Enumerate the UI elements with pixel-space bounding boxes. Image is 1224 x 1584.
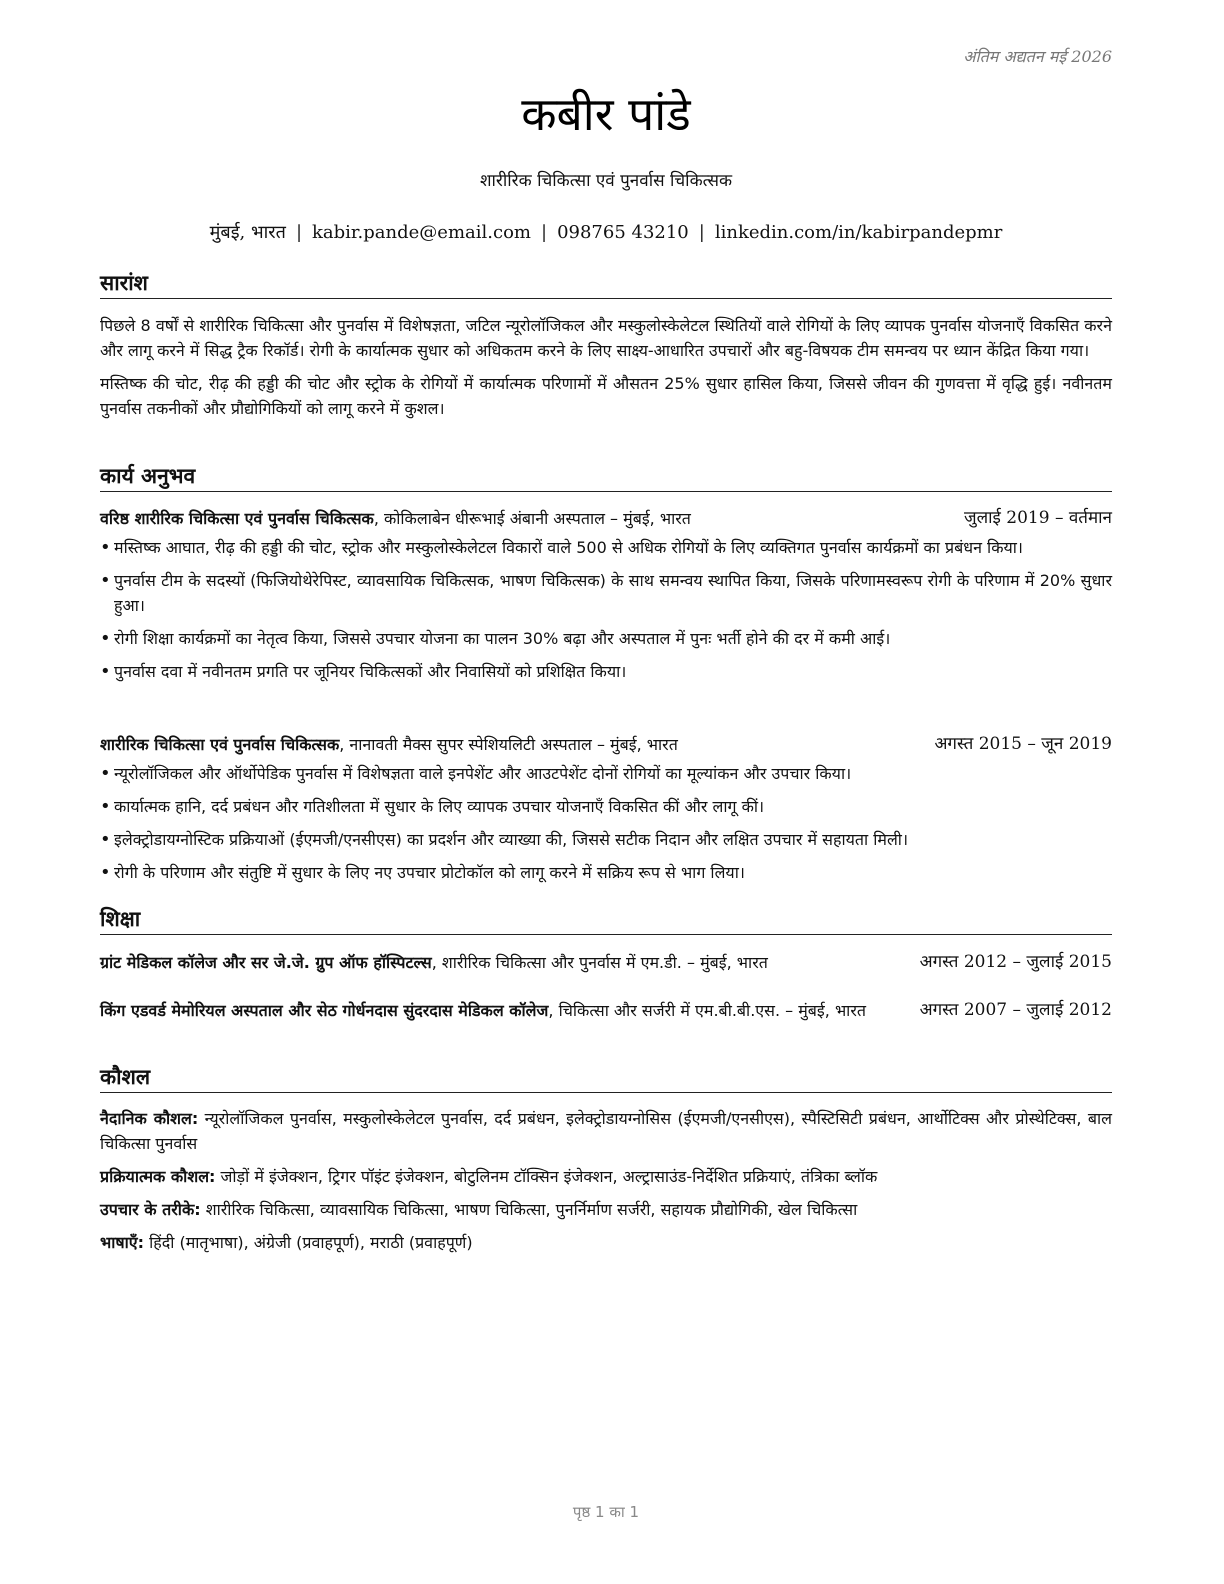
- summary-paragraph: मस्तिष्क की चोट, रीढ़ की हड्डी की चोट और स्ट्रोक के रोगियों में कार्यात्मक परिणामों में औसतन 25% सुधार हासिल किया, जिससे जीवन की गुणवत्ता में वृद्धि हुई। नवीनतम पुनर्वास तकनीकों और प्रौद्योगिकियों को लागू करने में कुशल।: [100, 374, 1112, 418]
- contact-separator: |: [295, 222, 303, 243]
- job-dates: जुलाई 2019 – वर्तमान: [963, 508, 1112, 528]
- summary-section: [100, 313, 1112, 429]
- contact-phone[interactable]: 098765 43210: [557, 222, 689, 243]
- education-school: ग्रांट मेडिकल कॉलेज और सर जे.जे. ग्रुप ऑफ हॉस्पिटल्स: [100, 953, 432, 972]
- job-header: [100, 506, 1112, 531]
- contact-separator: |: [540, 222, 548, 243]
- education-row: [100, 998, 1112, 1023]
- skill-line: [100, 1230, 1112, 1255]
- education-detail: , चिकित्सा और सर्जरी में एम.बी.बी.एस. – मुंबई, भारत: [548, 1001, 866, 1020]
- list-item: • रोगी के परिणाम और संतुष्टि में सुधार के लिए नए उपचार प्रोटोकॉल को लागू करने में सक्रिय रूप से भाग लिया।: [100, 860, 1112, 885]
- list-item: • पुनर्वास टीम के सदस्यों (फिजियोथेरेपिस्ट, व्यावसायिक चिकित्सक, भाषण चिकित्सक) के साथ समन्वय स्थापित किया, जिसके परिणामस्वरूप रोगी के परिणाम में 20% सुधार हुआ।: [100, 568, 1112, 618]
- education-entry: [100, 950, 1112, 975]
- section-title-summary: सारांश: [100, 270, 1112, 299]
- job-org: , कोकिलाबेन धीरूभाई अंबानी अस्पताल – मुंबई, भारत: [373, 509, 691, 528]
- skill-label: प्रक्रियात्मक कौशल:: [100, 1167, 216, 1186]
- skill-label: भाषाएँ:: [100, 1233, 145, 1252]
- skills-section: [100, 1106, 1112, 1263]
- section-title-education: शिक्षा: [100, 906, 1112, 935]
- job-role: वरिष्ठ शारीरिक चिकित्सा एवं पुनर्वास चिकित्सक: [100, 509, 374, 528]
- list-item: • मस्तिष्क आघात, रीढ़ की हड्डी की चोट, स्ट्रोक और मस्कुलोस्केलेटल विकारों वाले 500 से अधिक रोगियों के लिए व्यक्तिगत पुनर्वास कार्यक्रमों का प्रबंधन किया।: [100, 535, 1112, 560]
- contact-separator: |: [698, 222, 705, 243]
- candidate-name: कबीर पांडे: [521, 87, 691, 141]
- job-bullets: [100, 535, 1112, 684]
- job-bullets: [100, 761, 1112, 885]
- education-school: किंग एडवर्ड मेमोरियल अस्पताल और सेठ गोर्धनदास सुंदरदास मेडिकल कॉलेज: [100, 1001, 549, 1020]
- contact-line: [100, 220, 1112, 244]
- section-title-experience: कार्य अनुभव: [100, 463, 1112, 492]
- section-title-skills: कौशल: [100, 1064, 1112, 1093]
- list-item: • पुनर्वास दवा में नवीनतम प्रगति पर जूनियर चिकित्सकों और निवासियों को प्रशिक्षित किया।: [100, 659, 1112, 684]
- education-dates: अगस्त 2012 – जुलाई 2015: [919, 952, 1112, 972]
- summary-paragraph: पिछले 8 वर्षों से शारीरिक चिकित्सा और पुनर्वास में विशेषज्ञता, जटिल न्यूरोलॉजिकल और मस्कुलोस्केलेटल स्थितियों वाले रोगियों के लिए व्यापक पुनर्वास योजनाएँ विकसित करने और लागू करने में सिद्ध ट्रैक रिकॉर्ड। रोगी के कार्यात्मक सुधार को अधिकतम करने के लिए साक्ष्य-आधारित उपचारों और बहु-विषयक टीम समन्वय पर ध्यान केंद्रित किया गया।: [100, 316, 1112, 360]
- job-entry: [100, 506, 1112, 692]
- education-row: [100, 950, 1112, 975]
- skill-line: [100, 1164, 1112, 1189]
- skill-label: नैदानिक कौशल:: [100, 1109, 199, 1128]
- education-entry: [100, 998, 1112, 1023]
- skill-line: [100, 1197, 1112, 1222]
- education-dates: अगस्त 2007 – जुलाई 2012: [919, 1000, 1112, 1020]
- list-item: • न्यूरोलॉजिकल और ऑर्थोपेडिक पुनर्वास में विशेषज्ञता वाले इनपेशेंट और आउटपेशेंट दोनों रोगियों का मूल्यांकन और उपचार किया।: [100, 761, 1112, 786]
- job-dates: अगस्त 2015 – जून 2019: [934, 734, 1112, 754]
- list-item: • रोगी शिक्षा कार्यक्रमों का नेतृत्व किया, जिससे उपचार योजना का पालन 30% बढ़ा और अस्पताल में पुनः भर्ती होने की दर में कमी आई।: [100, 626, 1112, 651]
- contact-email[interactable]: kabir.pande@email.com: [312, 222, 531, 243]
- education-detail: , शारीरिक चिकित्सा और पुनर्वास में एम.डी. – मुंबई, भारत: [431, 953, 768, 972]
- job-org: , नानावती मैक्स सुपर स्पेशियलिटी अस्पताल – मुंबई, भारत: [339, 735, 678, 754]
- skill-line: [100, 1106, 1112, 1156]
- candidate-tagline: शारीरिक चिकित्सा एवं पुनर्वास चिकित्सक: [479, 171, 733, 191]
- skill-value: न्यूरोलॉजिकल पुनर्वास, मस्कुलोस्केलेटल पुनर्वास, दर्द प्रबंधन, इलेक्ट्रोडायग्नोसिस (ईएमजी/एनसीएस), स्पैस्टिसिटी प्रबंधन, आर्थोटिक्स और प्रोस्थेटिक्स, बाल चिकित्सा पुनर्वास: [100, 1109, 1112, 1153]
- contact-location: मुंबई, भारत: [209, 222, 286, 243]
- last-updated: अंतिम अद्यतन मई 2026: [963, 47, 1112, 66]
- contact-linkedin[interactable]: linkedin.com/in/kabirpandepmr: [714, 222, 1003, 243]
- job-role: शारीरिक चिकित्सा एवं पुनर्वास चिकित्सक: [100, 735, 340, 754]
- job-entry: [100, 732, 1112, 893]
- job-header: [100, 732, 1112, 757]
- page-number: पृष्ठ 1 का 1: [572, 1503, 640, 1521]
- skill-value: शारीरिक चिकित्सा, व्यावसायिक चिकित्सा, भाषण चिकित्सा, पुनर्निर्माण सर्जरी, सहायक प्रौद्योगिकी, खेल चिकित्सा: [200, 1200, 858, 1219]
- skill-value: हिंदी (मातृभाषा), अंग्रेजी (प्रवाहपूर्ण), मराठी (प्रवाहपूर्ण): [144, 1233, 473, 1252]
- list-item: • इलेक्ट्रोडायग्नोस्टिक प्रक्रियाओं (ईएमजी/एनसीएस) का प्रदर्शन और व्याख्या की, जिससे सटीक निदान और लक्षित उपचार में सहायता मिली।: [100, 827, 1112, 852]
- skill-value: जोड़ों में इंजेक्शन, ट्रिगर पॉइंट इंजेक्शन, बोटुलिनम टॉक्सिन इंजेक्शन, अल्ट्रासाउंड-निर्देशित प्रक्रियाएं, तंत्रिका ब्लॉक: [215, 1167, 878, 1186]
- skill-label: उपचार के तरीके:: [100, 1200, 201, 1219]
- resume-page: [100, 0, 1112, 1584]
- list-item: • कार्यात्मक हानि, दर्द प्रबंधन और गतिशीलता में सुधार के लिए व्यापक उपचार योजनाएँ विकसित कीं और लागू कीं।: [100, 794, 1112, 819]
